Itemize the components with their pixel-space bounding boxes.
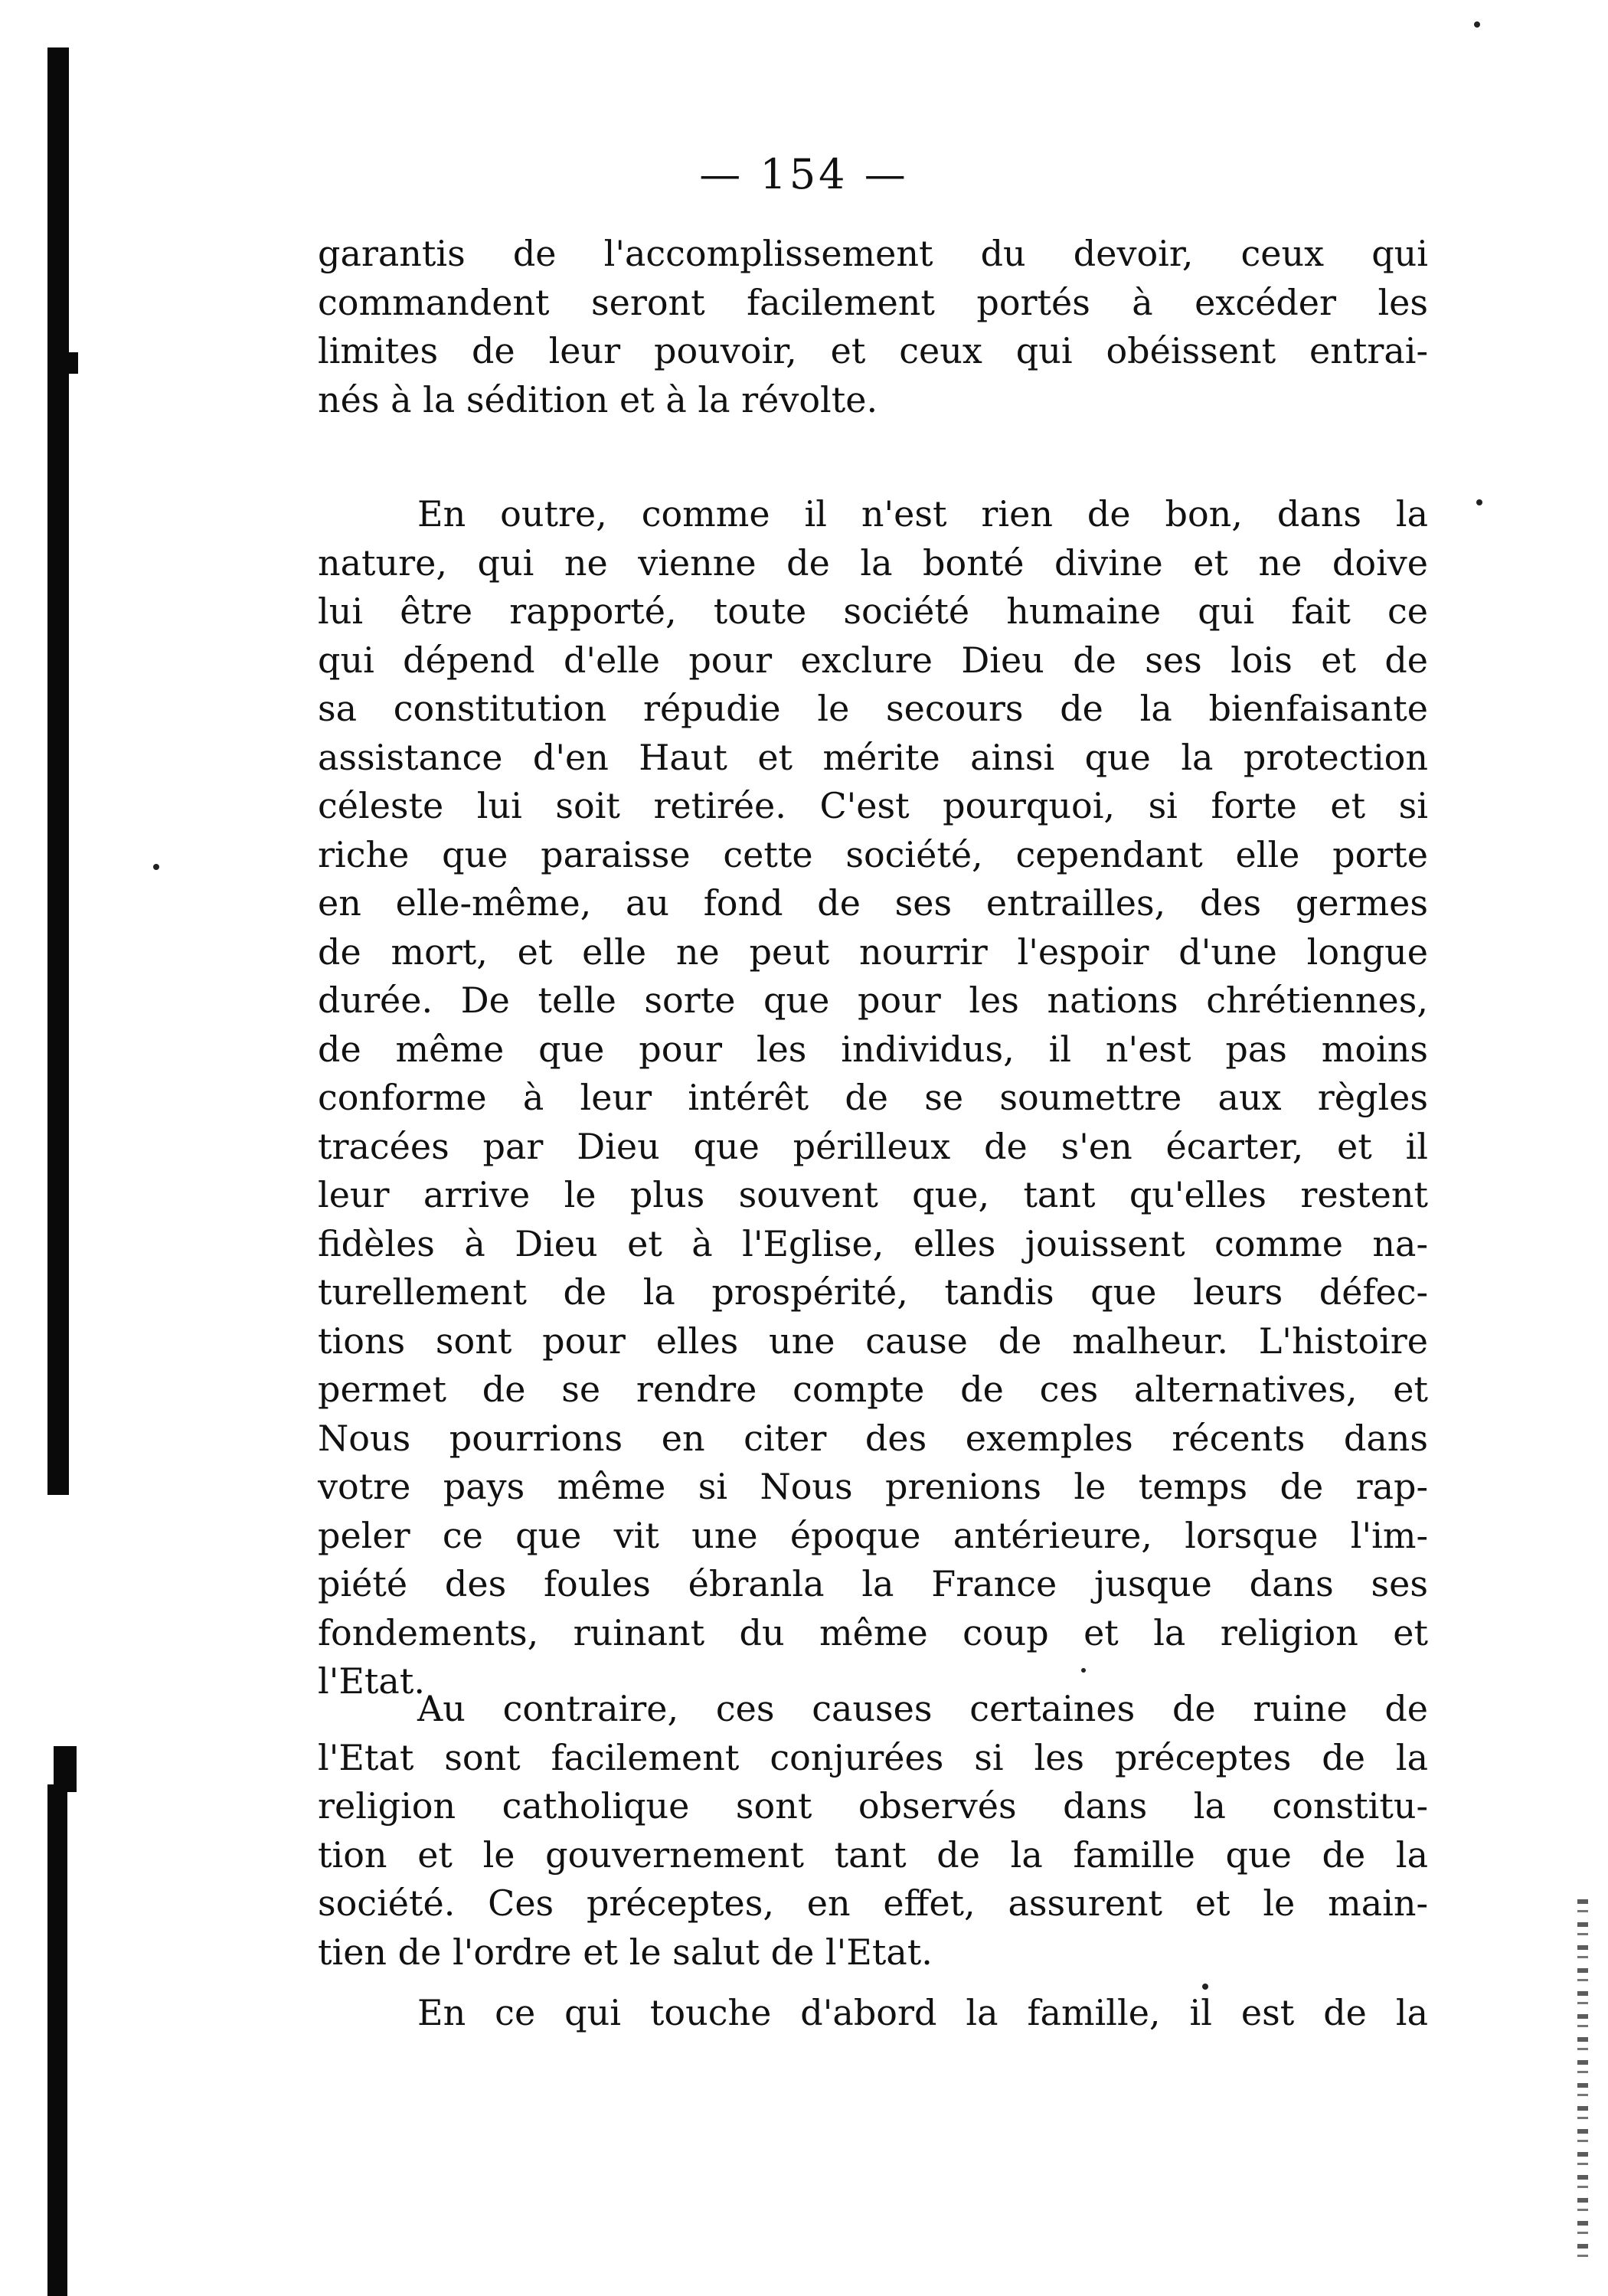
scan-artifact: [67, 352, 78, 374]
text-line: tien de l'ordre et le salut de l'Etat.: [318, 1931, 933, 1973]
text-line: assistance d'en Haut et mérite ainsi que la protection: [318, 736, 1428, 778]
text-line: de mort, et elle ne peut nourrir l'espoir d'une longue: [318, 931, 1428, 973]
text-line: Nous pourrions en citer des exemples récents dans: [318, 1417, 1428, 1459]
text-line: nature, qui ne vienne de la bonté divine et ne doive: [318, 541, 1428, 584]
paragraph-2: [318, 490, 1428, 1706]
text-line: tion et le gouvernement tant de la famille que de la: [318, 1833, 1428, 1876]
page-number: — 154 —: [699, 150, 909, 198]
scan-edge-noise: [1577, 1899, 1588, 2267]
text-line: de même que pour les individus, il n'est pas moins: [318, 1028, 1428, 1070]
text-line: sa constitution répudie le secours de la bienfaisante: [318, 688, 1428, 729]
binding-edge-shadow-bottom: [47, 1784, 67, 2296]
text-line: leur arrive le plus souvent que, tant qu'elles restent: [318, 1174, 1428, 1215]
text-line: commandent seront facilement portés à excéder les: [318, 281, 1428, 323]
text-line: Au contraire, ces causes certaines de ruine de: [417, 1688, 1428, 1729]
text-line: fidèles à Dieu et à l'Eglise, elles jouissent comme na-: [318, 1222, 1428, 1264]
text-line: l'Etat sont facilement conjurées si les préceptes de la: [318, 1736, 1428, 1778]
text-line: religion catholique sont observés dans la constitu-: [318, 1785, 1428, 1827]
text-line: durée. De telle sorte que pour les nations chrétiennes,: [318, 980, 1428, 1021]
text-line: l'Etat.: [318, 1660, 425, 1702]
text-line: permet de se rendre compte de ces alternatives, et: [318, 1369, 1428, 1410]
text-line: tracées par Dieu que périlleux de s'en écarter, et il: [318, 1125, 1428, 1167]
text-line: En outre, comme il n'est rien de bon, dans la: [417, 493, 1428, 535]
text-line: fondements, ruinant du même coup et la religion et: [318, 1611, 1428, 1653]
scan-speck: [1476, 499, 1482, 505]
text-line: lui être rapporté, toute société humaine qui fait ce: [318, 590, 1428, 632]
text-line: conforme à leur intérêt de se soumettre aux règles: [318, 1077, 1428, 1118]
text-line: peler ce que vit une époque antérieure, lorsque l'im-: [318, 1514, 1428, 1556]
text-line: En ce qui touche d'abord la famille, il est de la: [417, 1992, 1428, 2033]
binding-edge-shadow-top: [47, 47, 69, 1495]
scan-artifact: [54, 1746, 77, 1792]
paragraph-3: [318, 1685, 1428, 1977]
paragraph-4: [318, 1989, 1428, 2038]
text-line: riche que paraisse cette société, cependant elle porte: [318, 833, 1428, 875]
text-line: votre pays même si Nous prenions le temps de rap-: [318, 1466, 1428, 1507]
scan-speck: [1474, 21, 1480, 28]
paragraph-1: [318, 230, 1428, 424]
text-line: qui dépend d'elle pour exclure Dieu de ses lois et de: [318, 639, 1428, 681]
text-line: société. Ces préceptes, en effet, assurent et le main-: [318, 1882, 1428, 1924]
text-line: turellement de la prospérité, tandis que leurs défec-: [318, 1271, 1428, 1313]
text-line: nés à la sédition et à la révolte.: [318, 378, 878, 420]
text-line: garantis de l'accomplissement du devoir, ceux qui: [318, 233, 1428, 274]
text-line: piété des foules ébranla la France jusque dans ses: [318, 1563, 1428, 1604]
text-line: limites de leur pouvoir, et ceux qui obéissent entrai-: [318, 330, 1428, 371]
text-line: céleste lui soit retirée. C'est pourquoi, si forte et si: [318, 785, 1428, 826]
scan-speck: [153, 864, 159, 870]
text-line: en elle-même, au fond de ses entrailles, des germes: [318, 882, 1428, 924]
text-line: tions sont pour elles une cause de malheur. L'histoire: [318, 1320, 1428, 1362]
